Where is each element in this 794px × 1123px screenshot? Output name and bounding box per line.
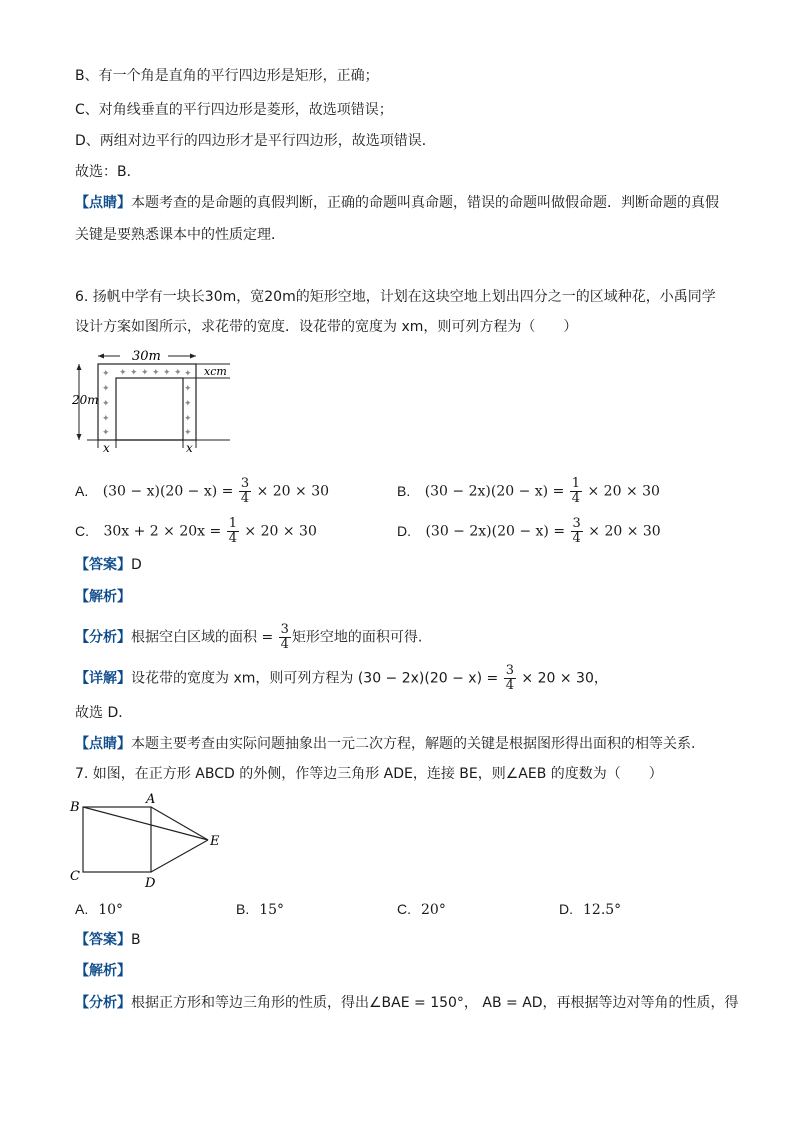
option-b-label: B. [236,901,250,917]
fenxi-pre: 根据空白区域的面积 = [131,629,274,646]
fig-label-top: 30m [132,349,161,364]
option-a-label: A. [75,482,89,499]
svg-text:✦: ✦ [102,428,110,438]
option-a-rhs: × 20 × 30 [256,483,330,500]
detail-pre: 设花带的宽度为 xm，则可列方程为 (30 − 2x)(20 − x) = [131,670,499,687]
q7-option-c[interactable] [397,899,446,920]
q6-stem-2: 设计方案如图所示，求花带的宽度．设花带的宽度为 xm，则可列方程为（ ） [75,319,578,335]
answer-value: D [131,557,142,573]
fenxi-tag: 【分析】 [75,629,131,646]
svg-text:✦: ✦ [184,399,192,409]
option-a-fraction [239,477,251,506]
frac-num: 1 [228,516,237,531]
frac-den: 4 [505,678,514,693]
statement-b: B、有一个角是直角的平行四边形是矩形，正确； [75,68,379,84]
q6-option-a[interactable] [75,477,329,506]
q6-fenxi [75,623,422,652]
svg-text:✦: ✦ [184,414,192,424]
detail-fraction [504,664,516,693]
square-triangle-diagram [68,792,228,892]
option-d-lhs: (30 − 2x)(20 − x) = [425,523,566,540]
frac-den: 4 [240,491,250,506]
detail-post: × 20 × 30， [521,670,608,687]
fenxi-post: 矩形空地的面积可得. [291,629,423,646]
option-a-value: 10° [98,902,124,918]
comment-tag: 【点睛】 [75,195,131,211]
svg-text:✦: ✦ [102,384,110,394]
q5-choose: 故选：B． [75,164,141,180]
detail-tag: 【详解】 [75,670,131,687]
option-b-label: B. [397,482,411,499]
q7-stem: 7. 如图，在正方形 ABCD 的外侧，作等边三角形 ADE，连接 BE，则∠AEB 的度数为（ ） [75,766,663,782]
frac-num: 3 [572,516,581,531]
comment-text-1: 本题考查的是命题的真假判断，正确的命题叫真命题，错误的命题叫做假命题．判断命题的真假 [131,195,719,211]
q6-option-b[interactable] [397,477,660,506]
q6-option-c[interactable] [75,517,317,546]
svg-text:✦: ✦ [102,414,110,424]
svg-text:✦: ✦ [102,369,110,379]
vertex-e: E [210,834,220,849]
q7-option-a[interactable] [75,899,123,920]
q5-comment [75,193,719,213]
q6-option-d[interactable] [397,517,661,546]
svg-text:✦: ✦ [184,369,192,379]
svg-text:✦: ✦ [119,368,127,378]
vertex-a: A [146,792,156,807]
frac-den: 4 [572,531,581,546]
frac-den: 4 [571,491,581,506]
fig-label-right: xcm [204,365,227,378]
option-c-label: C. [75,522,89,539]
fenxi-text: 根据正方形和等边三角形的性质，得出∠BAE = 150°， AB = AD，再根据等边对等角的性质，得 [131,995,739,1011]
q7-option-b[interactable] [236,899,284,920]
q7-analysis-tag [75,961,131,981]
answer-tag: 【答案】 [75,557,131,573]
vertex-d: D [145,876,156,891]
svg-text:✦: ✦ [184,428,192,438]
q7-option-d[interactable] [559,899,621,920]
svg-text:✦: ✦ [141,368,149,378]
fig-label-left: 20m [72,393,99,407]
fig-label-x-left: x [103,441,110,454]
analysis-tag: 【解析】 [75,963,131,979]
q6-detail [75,664,608,693]
q7-fenxi [75,993,739,1013]
option-d-value: 12.5° [583,902,622,918]
vertex-b: B [70,800,80,815]
option-a-lhs: (30 − x)(20 − x) = [102,483,234,500]
answer-value: B [131,932,141,948]
frac-num: 3 [505,663,514,678]
svg-text:✦: ✦ [163,368,171,378]
option-b-value: 15° [259,902,285,918]
option-c-label: C. [397,901,411,917]
q6-comment [75,734,695,754]
q6-analysis-tag [75,587,131,607]
option-d-fraction [571,517,583,546]
svg-text:✦: ✦ [152,368,160,378]
frac-num: 1 [571,476,581,491]
frac-den: 4 [228,531,237,546]
svg-text:✦: ✦ [184,384,192,394]
statement-d: D、两组对边平行的四边形才是平行四边形，故选项错误． [75,133,436,149]
statement-c: C、对角线垂直的平行四边形是菱形，故选项错误； [75,102,393,118]
comment-text: 本题主要考查由实际问题抽象出一元二次方程，解题的关键是根据图形得出面积的相等关系. [131,736,696,752]
svg-text:✦: ✦ [174,368,182,378]
option-c-fraction [227,517,239,546]
option-d-rhs: × 20 × 30 [588,523,661,540]
q7-answer [75,930,141,950]
vertex-c: C [70,869,80,884]
option-a-label: A. [75,901,89,917]
q5-comment-cont: 关键是要熟悉课本中的性质定理． [75,227,285,243]
svg-text:✦: ✦ [130,368,138,378]
frac-num: 3 [280,622,289,637]
comment-tag: 【点睛】 [75,736,131,752]
answer-tag: 【答案】 [75,932,131,948]
fenxi-fraction [279,623,291,652]
fig-label-x-right: x [186,441,193,454]
option-d-label: D. [559,901,573,917]
fenxi-tag: 【分析】 [75,995,131,1011]
q6-stem-1: 6. 扬帆中学有一块长30m，宽20m的矩形空地，计划在这块空地上划出四分之一的区域种花，小禹同学 [75,289,716,305]
q6-answer [75,555,142,575]
frac-den: 4 [280,637,289,652]
option-c-lhs: 30x + 2 × 20x = [103,523,222,540]
option-b-rhs: × 20 × 30 [587,483,660,500]
option-c-rhs: × 20 × 30 [244,523,317,540]
analysis-tag: 【解析】 [75,589,131,605]
svg-text:✦: ✦ [102,399,110,409]
option-d-label: D. [397,522,411,539]
q6-choose: 故选 D． [75,705,133,721]
flower-bed-diagram [70,344,240,454]
frac-num: 3 [240,476,250,491]
option-b-lhs: (30 − 2x)(20 − x) = [424,483,565,500]
option-b-fraction [570,477,582,506]
option-c-value: 20° [421,902,446,918]
